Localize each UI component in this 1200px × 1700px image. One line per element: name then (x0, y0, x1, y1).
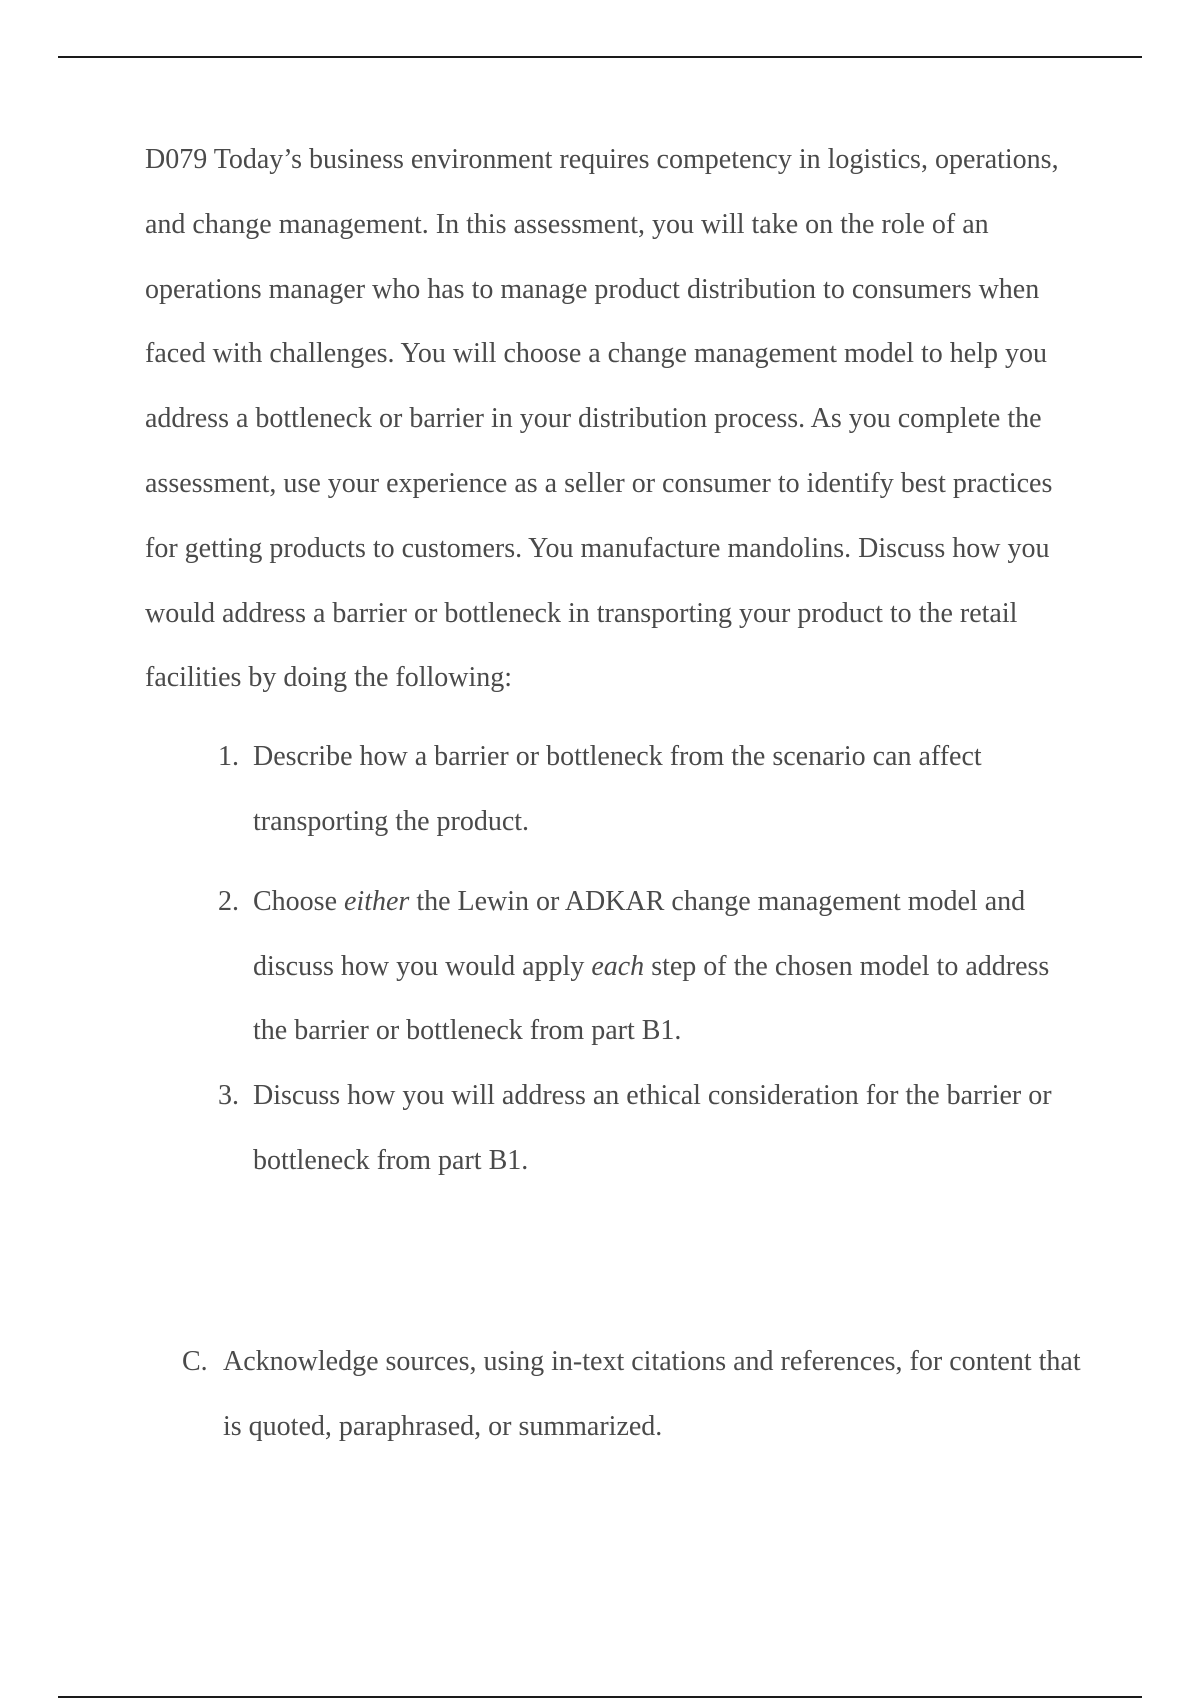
list-item (218, 1064, 1058, 1194)
list-item-number: 2. (218, 885, 239, 917)
list-item (218, 725, 1058, 855)
list-item (218, 870, 1058, 1064)
top-rule (58, 56, 1142, 58)
section-c-label: C. (182, 1346, 208, 1377)
task-list (218, 725, 1058, 1194)
emphasis-each: each (591, 950, 645, 982)
list-item-text: Describe how a barrier or bottleneck from the scenario can affect transporting the product. (253, 741, 982, 837)
list-item-text: step of the chosen model to address the barrier or bottleneck from part B1. (253, 950, 1050, 1047)
document-body (145, 128, 1065, 1194)
section-c-paragraph (182, 1330, 1103, 1460)
list-item-text: the Lewin or ADKAR change management model and discuss how you would apply (253, 885, 1026, 982)
list-item-number: 3. (218, 1080, 239, 1112)
bottom-rule (58, 1696, 1142, 1698)
list-item-text: Discuss how you will address an ethical consideration for the barrier or bottleneck from part B1. (253, 1080, 1052, 1176)
list-item-text: Choose (253, 885, 344, 917)
list-item-number: 1. (218, 741, 239, 773)
intro-paragraph: D079 Today’s business environment requires competency in logistics, operations, and change management. In this assessment, you will take on the role of an operations manager who has to manage product distribution to consumers when faced with challenges. You will choose a change management model to help you address a bottleneck or barrier in your distribution process. As you complete the assessment, use your experience as a seller or consumer to identify best practices for getting products to customers. You manufacture mandolins. Discuss how you would address a barrier or bottleneck in transporting your product to the retail facilities by doing the following: (145, 144, 1059, 694)
section-c-text: Acknowledge sources, using in-text citations and references, for content that is quoted, paraphrased, or summarized. (223, 1346, 1081, 1442)
emphasis-either: either (344, 885, 410, 917)
